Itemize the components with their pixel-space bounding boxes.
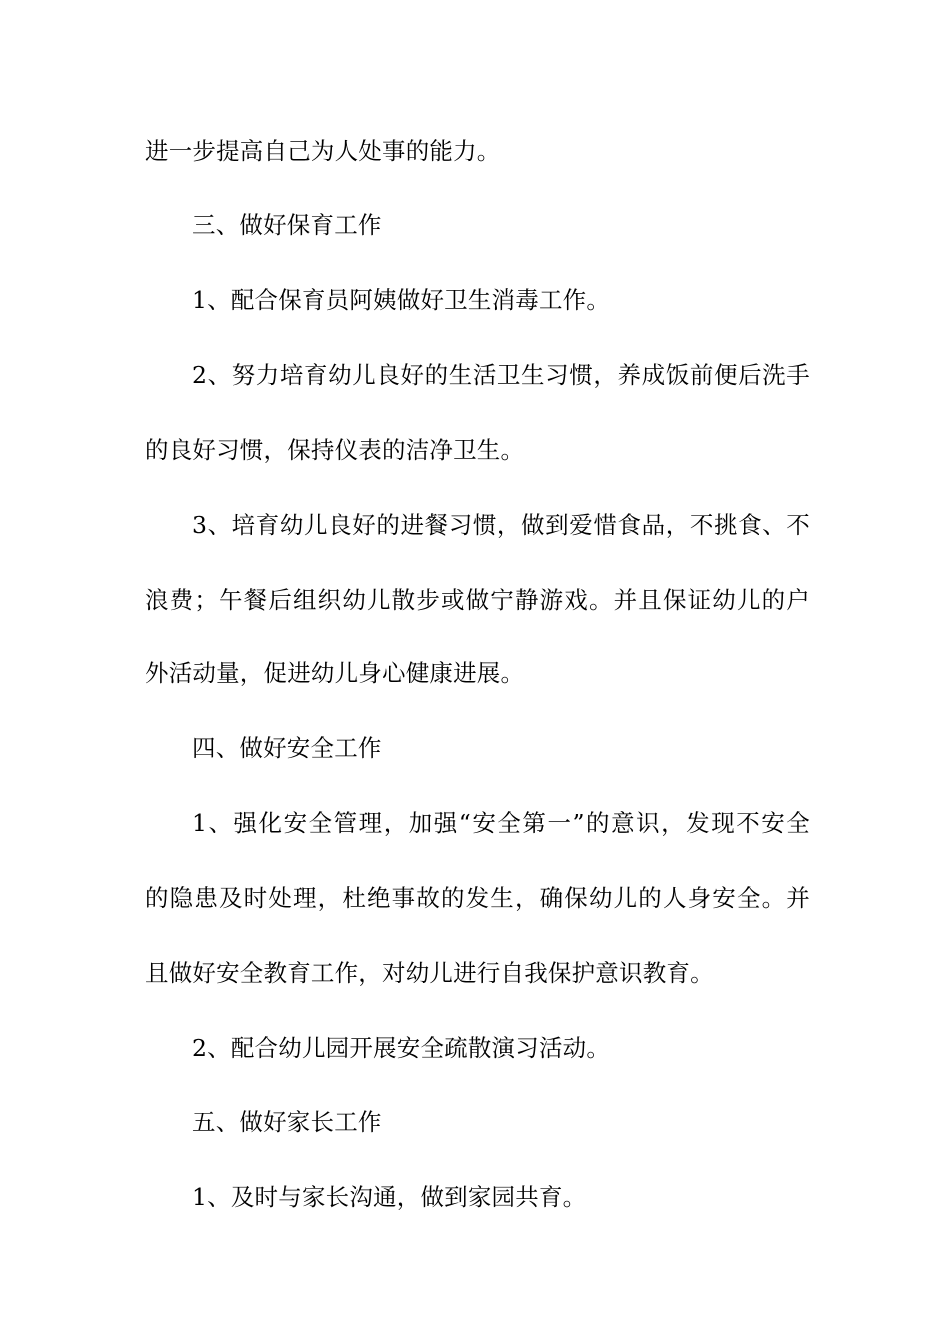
list-item: 2、努力培育幼儿良好的生活卫生习惯，养成饭前便后洗手 — [192, 361, 810, 389]
list-item: 2、配合幼儿园开展安全疏散演习活动。 — [192, 1034, 611, 1062]
text-line: 且做好安全教育工作，对幼儿进行自我保护意识教育。 — [145, 959, 714, 987]
text-line: 外活动量，促进幼儿身心健康进展。 — [145, 659, 525, 687]
list-item: 3、培育幼儿良好的进餐习惯，做到爱惜食品，不挑食、不 — [192, 511, 810, 539]
text-line: 浪费；午餐后组织幼儿散步或做宁静游戏。并且保证幼儿的户 — [145, 586, 810, 614]
section-heading: 四、做好安全工作 — [192, 734, 382, 762]
list-item: 1、及时与家长沟通，做到家园共育。 — [192, 1183, 587, 1211]
text-line: 的隐患及时处理，杜绝事故的发生，确保幼儿的人身安全。并 — [145, 884, 810, 912]
section-heading: 三、做好保育工作 — [192, 211, 382, 239]
list-item: 1、强化安全管理，加强“安全第一”的意识，发现不安全 — [192, 809, 810, 837]
section-heading: 五、做好家长工作 — [192, 1108, 382, 1136]
text-line: 的良好习惯，保持仪表的洁净卫生。 — [145, 436, 525, 464]
text-line: 进一步提高自己为人处事的能力。 — [145, 137, 501, 165]
list-item: 1、配合保育员阿姨做好卫生消毒工作。 — [192, 286, 611, 314]
